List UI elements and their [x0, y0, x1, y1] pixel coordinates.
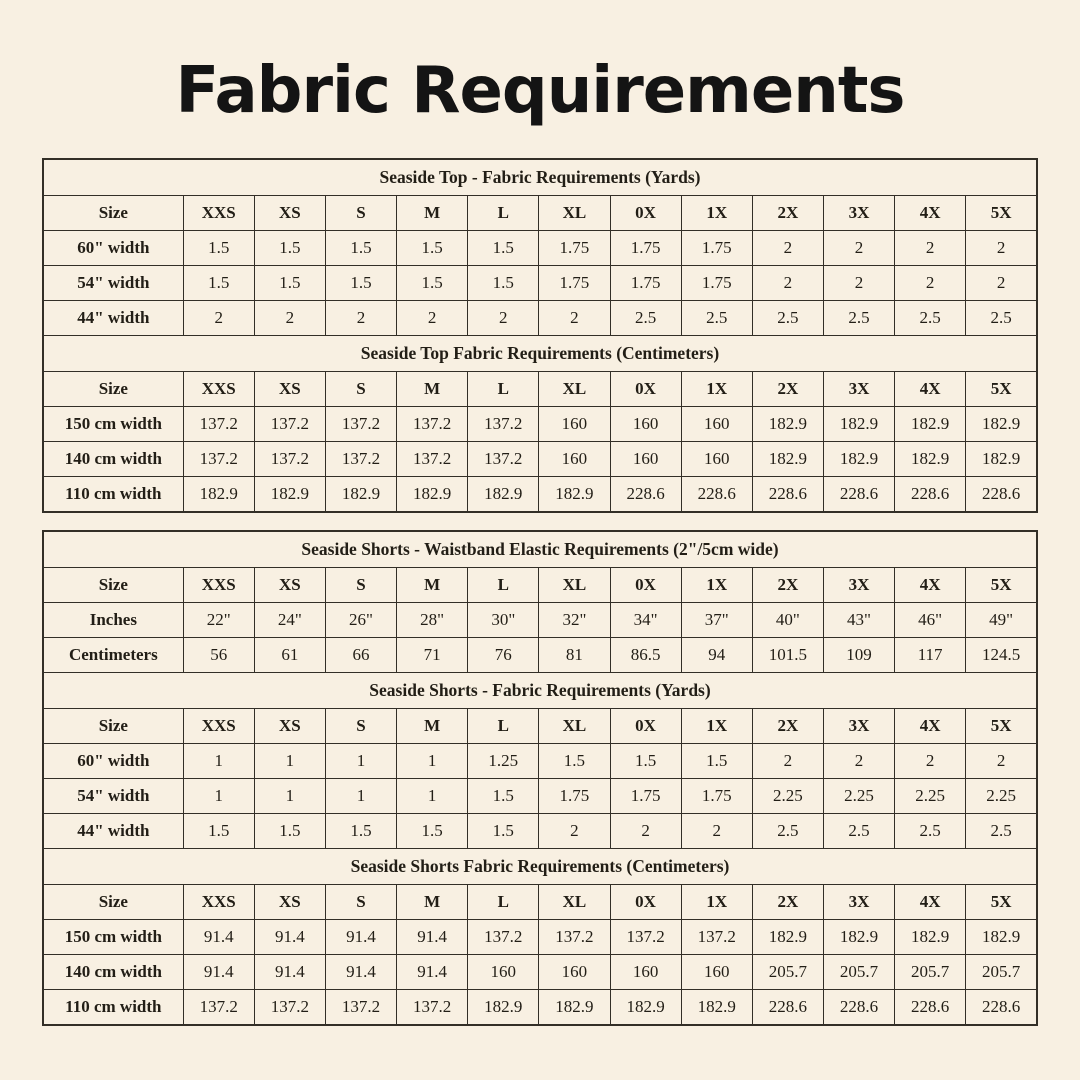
value-cell: 137.2 — [325, 407, 396, 442]
value-cell: 1.5 — [397, 231, 468, 266]
section-title: Seaside Top Fabric Requirements (Centimeters) — [43, 336, 1037, 372]
value-cell: 160 — [539, 442, 610, 477]
size-header-5x: 5X — [966, 568, 1037, 603]
value-cell: 2 — [752, 744, 823, 779]
table-row — [43, 990, 1037, 1026]
value-cell: 124.5 — [966, 638, 1037, 673]
value-cell: 2 — [752, 266, 823, 301]
size-header-1x: 1X — [681, 196, 752, 231]
size-header-l: L — [468, 709, 539, 744]
size-header-s: S — [325, 372, 396, 407]
size-header-s: S — [325, 196, 396, 231]
size-header-xl: XL — [539, 709, 610, 744]
value-cell: 1.5 — [254, 266, 325, 301]
value-cell: 182.9 — [895, 407, 966, 442]
value-cell: 182.9 — [325, 477, 396, 513]
value-cell: 2.5 — [681, 301, 752, 336]
value-cell: 182.9 — [823, 920, 894, 955]
value-cell: 56 — [183, 638, 254, 673]
value-cell: 228.6 — [681, 477, 752, 513]
value-cell: 205.7 — [895, 955, 966, 990]
value-cell: 2 — [895, 231, 966, 266]
table-row — [43, 603, 1037, 638]
row-label: 150 cm width — [43, 407, 183, 442]
seaside-shorts-table — [42, 530, 1038, 1026]
size-header-xxs: XXS — [183, 196, 254, 231]
size-header-4x: 4X — [895, 709, 966, 744]
value-cell: 160 — [539, 407, 610, 442]
value-cell: 91.4 — [325, 920, 396, 955]
value-cell: 182.9 — [610, 990, 681, 1026]
value-cell: 182.9 — [183, 477, 254, 513]
value-cell: 182.9 — [681, 990, 752, 1026]
value-cell: 1.5 — [325, 814, 396, 849]
value-cell: 1.5 — [254, 814, 325, 849]
row-label: 140 cm width — [43, 442, 183, 477]
value-cell: 24" — [254, 603, 325, 638]
value-cell: 2 — [468, 301, 539, 336]
value-cell: 2.5 — [895, 301, 966, 336]
value-cell: 1 — [183, 779, 254, 814]
value-cell: 2 — [539, 814, 610, 849]
value-cell: 26" — [325, 603, 396, 638]
size-header-2x: 2X — [752, 568, 823, 603]
value-cell: 160 — [681, 955, 752, 990]
value-cell: 160 — [610, 955, 681, 990]
size-header-s: S — [325, 568, 396, 603]
section-title: Seaside Shorts - Waistband Elastic Requirements (2"/5cm wide) — [43, 531, 1037, 568]
size-header-5x: 5X — [966, 372, 1037, 407]
value-cell: 1.75 — [610, 231, 681, 266]
value-cell: 1.5 — [468, 814, 539, 849]
value-cell: 137.2 — [610, 920, 681, 955]
seaside-top-table — [42, 158, 1038, 513]
row-label: 60" width — [43, 744, 183, 779]
value-cell: 91.4 — [254, 955, 325, 990]
value-cell: 182.9 — [539, 990, 610, 1026]
value-cell: 160 — [610, 442, 681, 477]
value-cell: 1.75 — [681, 266, 752, 301]
value-cell: 160 — [539, 955, 610, 990]
table-row — [43, 814, 1037, 849]
value-cell: 1 — [325, 744, 396, 779]
size-header-1x: 1X — [681, 568, 752, 603]
value-cell: 2.5 — [752, 301, 823, 336]
size-header-2x: 2X — [752, 885, 823, 920]
size-header-xxs: XXS — [183, 709, 254, 744]
section-title: Seaside Shorts Fabric Requirements (Centimeters) — [43, 849, 1037, 885]
size-header-l: L — [468, 372, 539, 407]
value-cell: 182.9 — [966, 442, 1037, 477]
size-header-0x: 0X — [610, 372, 681, 407]
table-row — [43, 477, 1037, 513]
value-cell: 2.25 — [895, 779, 966, 814]
size-header-xl: XL — [539, 196, 610, 231]
size-header-2x: 2X — [752, 196, 823, 231]
value-cell: 91.4 — [397, 955, 468, 990]
row-label: 44" width — [43, 301, 183, 336]
value-cell: 2.5 — [823, 814, 894, 849]
value-cell: 228.6 — [966, 990, 1037, 1026]
value-cell: 2 — [823, 266, 894, 301]
size-header-l: L — [468, 196, 539, 231]
value-cell: 137.2 — [397, 407, 468, 442]
value-cell: 1.5 — [325, 231, 396, 266]
value-cell: 91.4 — [254, 920, 325, 955]
size-header-4x: 4X — [895, 885, 966, 920]
size-header-xxs: XXS — [183, 372, 254, 407]
size-column-header: Size — [43, 568, 183, 603]
value-cell: 71 — [397, 638, 468, 673]
value-cell: 137.2 — [183, 407, 254, 442]
section-band-row — [43, 673, 1037, 709]
size-header-xs: XS — [254, 568, 325, 603]
value-cell: 81 — [539, 638, 610, 673]
size-header-xxs: XXS — [183, 885, 254, 920]
value-cell: 28" — [397, 603, 468, 638]
row-label: 140 cm width — [43, 955, 183, 990]
value-cell: 2 — [183, 301, 254, 336]
table-row — [43, 779, 1037, 814]
size-column-header: Size — [43, 885, 183, 920]
value-cell: 137.2 — [254, 442, 325, 477]
value-cell: 2 — [966, 744, 1037, 779]
table-row — [43, 744, 1037, 779]
value-cell: 2 — [895, 266, 966, 301]
value-cell: 2 — [610, 814, 681, 849]
value-cell: 228.6 — [823, 477, 894, 513]
size-header-l: L — [468, 885, 539, 920]
value-cell: 2.25 — [752, 779, 823, 814]
tables — [42, 158, 1038, 1026]
size-header-2x: 2X — [752, 709, 823, 744]
value-cell: 228.6 — [610, 477, 681, 513]
value-cell: 182.9 — [468, 990, 539, 1026]
value-cell: 137.2 — [325, 990, 396, 1026]
row-label: Centimeters — [43, 638, 183, 673]
value-cell: 137.2 — [254, 407, 325, 442]
size-header-3x: 3X — [823, 885, 894, 920]
value-cell: 1.75 — [681, 231, 752, 266]
value-cell: 182.9 — [752, 920, 823, 955]
value-cell: 2 — [966, 231, 1037, 266]
value-cell: 205.7 — [752, 955, 823, 990]
value-cell: 1.5 — [397, 814, 468, 849]
value-cell: 94 — [681, 638, 752, 673]
value-cell: 1.5 — [681, 744, 752, 779]
value-cell: 160 — [681, 407, 752, 442]
value-cell: 2.5 — [966, 301, 1037, 336]
row-label: Inches — [43, 603, 183, 638]
value-cell: 43" — [823, 603, 894, 638]
value-cell: 2.5 — [610, 301, 681, 336]
value-cell: 101.5 — [752, 638, 823, 673]
size-header-4x: 4X — [895, 372, 966, 407]
value-cell: 2.25 — [823, 779, 894, 814]
value-cell: 205.7 — [823, 955, 894, 990]
value-cell: 76 — [468, 638, 539, 673]
value-cell: 32" — [539, 603, 610, 638]
size-header-s: S — [325, 709, 396, 744]
value-cell: 137.2 — [183, 442, 254, 477]
value-cell: 1 — [183, 744, 254, 779]
value-cell: 137.2 — [468, 920, 539, 955]
size-header-0x: 0X — [610, 196, 681, 231]
value-cell: 228.6 — [895, 477, 966, 513]
value-cell: 1.5 — [183, 231, 254, 266]
value-cell: 182.9 — [539, 477, 610, 513]
size-header-3x: 3X — [823, 372, 894, 407]
size-column-header: Size — [43, 709, 183, 744]
value-cell: 205.7 — [966, 955, 1037, 990]
value-cell: 61 — [254, 638, 325, 673]
value-cell: 2 — [397, 301, 468, 336]
size-header-0x: 0X — [610, 885, 681, 920]
value-cell: 1.5 — [539, 744, 610, 779]
size-header-1x: 1X — [681, 885, 752, 920]
row-label: 60" width — [43, 231, 183, 266]
value-cell: 2 — [254, 301, 325, 336]
size-header-row — [43, 709, 1037, 744]
size-header-row — [43, 196, 1037, 231]
size-header-s: S — [325, 885, 396, 920]
section-title: Seaside Top - Fabric Requirements (Yards) — [43, 159, 1037, 196]
value-cell: 160 — [468, 955, 539, 990]
value-cell: 228.6 — [895, 990, 966, 1026]
value-cell: 137.2 — [681, 920, 752, 955]
value-cell: 2 — [681, 814, 752, 849]
value-cell: 2.25 — [966, 779, 1037, 814]
value-cell: 1.5 — [254, 231, 325, 266]
value-cell: 137.2 — [468, 442, 539, 477]
value-cell: 182.9 — [895, 920, 966, 955]
size-header-xs: XS — [254, 196, 325, 231]
size-header-0x: 0X — [610, 568, 681, 603]
value-cell: 228.6 — [966, 477, 1037, 513]
section-band-row — [43, 336, 1037, 372]
value-cell: 66 — [325, 638, 396, 673]
table-row — [43, 955, 1037, 990]
size-header-1x: 1X — [681, 709, 752, 744]
value-cell: 1 — [254, 779, 325, 814]
value-cell: 1.75 — [539, 231, 610, 266]
row-label: 150 cm width — [43, 920, 183, 955]
value-cell: 2 — [539, 301, 610, 336]
value-cell: 30" — [468, 603, 539, 638]
value-cell: 1.75 — [539, 779, 610, 814]
value-cell: 2 — [823, 231, 894, 266]
value-cell: 137.2 — [183, 990, 254, 1026]
value-cell: 2 — [823, 744, 894, 779]
row-label: 44" width — [43, 814, 183, 849]
size-header-xs: XS — [254, 885, 325, 920]
value-cell: 182.9 — [823, 442, 894, 477]
row-label: 110 cm width — [43, 990, 183, 1026]
value-cell: 46" — [895, 603, 966, 638]
row-label: 54" width — [43, 266, 183, 301]
value-cell: 1 — [397, 744, 468, 779]
size-header-xs: XS — [254, 372, 325, 407]
value-cell: 91.4 — [397, 920, 468, 955]
value-cell: 2 — [325, 301, 396, 336]
table-row — [43, 920, 1037, 955]
section-band-row — [43, 849, 1037, 885]
value-cell: 137.2 — [397, 442, 468, 477]
value-cell: 160 — [681, 442, 752, 477]
value-cell: 1.5 — [468, 231, 539, 266]
value-cell: 228.6 — [823, 990, 894, 1026]
size-header-row — [43, 885, 1037, 920]
value-cell: 1.5 — [468, 779, 539, 814]
table-row — [43, 638, 1037, 673]
value-cell: 182.9 — [966, 407, 1037, 442]
value-cell: 1 — [397, 779, 468, 814]
size-header-3x: 3X — [823, 196, 894, 231]
row-label: 110 cm width — [43, 477, 183, 513]
value-cell: 137.2 — [539, 920, 610, 955]
size-header-5x: 5X — [966, 709, 1037, 744]
value-cell: 1.75 — [681, 779, 752, 814]
size-header-1x: 1X — [681, 372, 752, 407]
section-title: Seaside Shorts - Fabric Requirements (Yards) — [43, 673, 1037, 709]
value-cell: 2.5 — [966, 814, 1037, 849]
size-header-m: M — [397, 568, 468, 603]
table-row — [43, 301, 1037, 336]
value-cell: 1.75 — [610, 266, 681, 301]
value-cell: 2 — [966, 266, 1037, 301]
value-cell: 117 — [895, 638, 966, 673]
size-header-0x: 0X — [610, 709, 681, 744]
value-cell: 182.9 — [397, 477, 468, 513]
size-column-header: Size — [43, 372, 183, 407]
value-cell: 91.4 — [183, 955, 254, 990]
value-cell: 137.2 — [325, 442, 396, 477]
size-column-header: Size — [43, 196, 183, 231]
value-cell: 34" — [610, 603, 681, 638]
table-row — [43, 442, 1037, 477]
value-cell: 1.5 — [468, 266, 539, 301]
size-header-xxs: XXS — [183, 568, 254, 603]
value-cell: 109 — [823, 638, 894, 673]
row-label: 54" width — [43, 779, 183, 814]
value-cell: 49" — [966, 603, 1037, 638]
value-cell: 1.75 — [539, 266, 610, 301]
value-cell: 1.75 — [610, 779, 681, 814]
size-header-5x: 5X — [966, 196, 1037, 231]
value-cell: 1.5 — [325, 266, 396, 301]
size-header-4x: 4X — [895, 196, 966, 231]
value-cell: 137.2 — [397, 990, 468, 1026]
section-band-row — [43, 531, 1037, 568]
value-cell: 1.5 — [183, 266, 254, 301]
value-cell: 1.5 — [610, 744, 681, 779]
value-cell: 2.5 — [823, 301, 894, 336]
value-cell: 182.9 — [823, 407, 894, 442]
value-cell: 228.6 — [752, 990, 823, 1026]
value-cell: 40" — [752, 603, 823, 638]
value-cell: 91.4 — [325, 955, 396, 990]
value-cell: 1 — [254, 744, 325, 779]
size-header-2x: 2X — [752, 372, 823, 407]
size-header-l: L — [468, 568, 539, 603]
size-header-row — [43, 372, 1037, 407]
value-cell: 1.25 — [468, 744, 539, 779]
size-header-xl: XL — [539, 885, 610, 920]
size-header-row — [43, 568, 1037, 603]
value-cell: 182.9 — [468, 477, 539, 513]
page-title: Fabric Requirements — [175, 54, 905, 128]
size-header-3x: 3X — [823, 709, 894, 744]
value-cell: 2 — [895, 744, 966, 779]
size-header-xs: XS — [254, 709, 325, 744]
value-cell: 1.5 — [183, 814, 254, 849]
value-cell: 228.6 — [752, 477, 823, 513]
table-row — [43, 266, 1037, 301]
size-header-m: M — [397, 709, 468, 744]
size-header-3x: 3X — [823, 568, 894, 603]
value-cell: 2.5 — [895, 814, 966, 849]
table-row — [43, 231, 1037, 266]
value-cell: 182.9 — [966, 920, 1037, 955]
value-cell: 1 — [325, 779, 396, 814]
size-header-m: M — [397, 196, 468, 231]
size-header-m: M — [397, 885, 468, 920]
value-cell: 2 — [752, 231, 823, 266]
size-header-4x: 4X — [895, 568, 966, 603]
value-cell: 2.5 — [752, 814, 823, 849]
table-row — [43, 407, 1037, 442]
value-cell: 137.2 — [254, 990, 325, 1026]
size-header-xl: XL — [539, 372, 610, 407]
section-band-row — [43, 159, 1037, 196]
value-cell: 137.2 — [468, 407, 539, 442]
size-header-xl: XL — [539, 568, 610, 603]
value-cell: 160 — [610, 407, 681, 442]
value-cell: 182.9 — [752, 442, 823, 477]
size-header-5x: 5X — [966, 885, 1037, 920]
value-cell: 182.9 — [254, 477, 325, 513]
value-cell: 91.4 — [183, 920, 254, 955]
size-header-m: M — [397, 372, 468, 407]
value-cell: 182.9 — [895, 442, 966, 477]
value-cell: 22" — [183, 603, 254, 638]
value-cell: 182.9 — [752, 407, 823, 442]
value-cell: 86.5 — [610, 638, 681, 673]
value-cell: 1.5 — [397, 266, 468, 301]
value-cell: 37" — [681, 603, 752, 638]
